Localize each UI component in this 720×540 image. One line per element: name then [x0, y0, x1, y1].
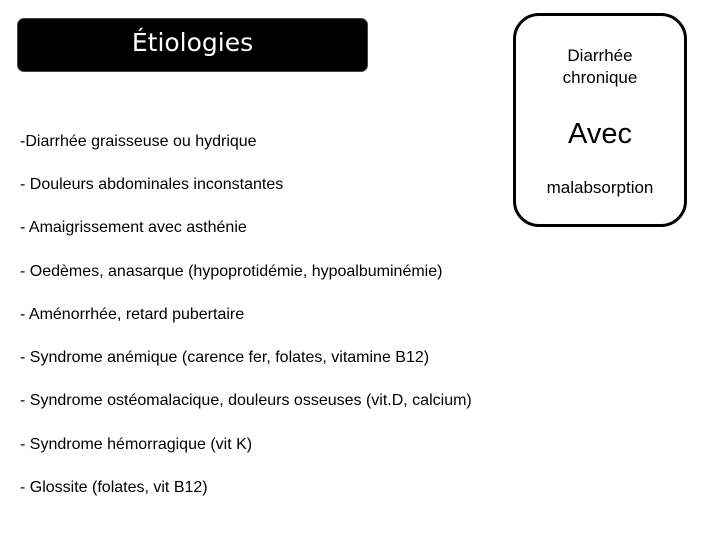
- list-item: - Amaigrissement avec asthénie: [20, 219, 247, 236]
- list-item: - Syndrome ostéomalacique, douleurs osseuses (vit.D, calcium): [20, 392, 472, 409]
- list-item: - Douleurs abdominales inconstantes: [20, 176, 284, 193]
- diagnosis-line-diarrhee: Diarrhée: [567, 46, 633, 65]
- slide-title: Étiologies: [131, 28, 254, 57]
- list-item: - Glossite (folates, vit B12): [20, 479, 208, 496]
- diagnosis-line-malabsorption: malabsorption: [546, 178, 654, 197]
- diagnosis-line-chronique: chronique: [562, 68, 638, 87]
- list-item: - Aménorrhée, retard pubertaire: [20, 306, 245, 323]
- list-item: -Diarrhée graisseuse ou hydrique: [20, 133, 257, 150]
- title-banner: [18, 19, 367, 71]
- list-item: - Oedèmes, anasarque (hypoprotidémie, hypoalbuminémie): [20, 263, 443, 280]
- list-item: - Syndrome hémorragique (vit K): [20, 436, 253, 453]
- diagnosis-line-avec: Avec: [568, 118, 632, 150]
- list-item: - Syndrome anémique (carence fer, folates, vitamine B12): [20, 349, 430, 366]
- diagnosis-box: [513, 13, 687, 227]
